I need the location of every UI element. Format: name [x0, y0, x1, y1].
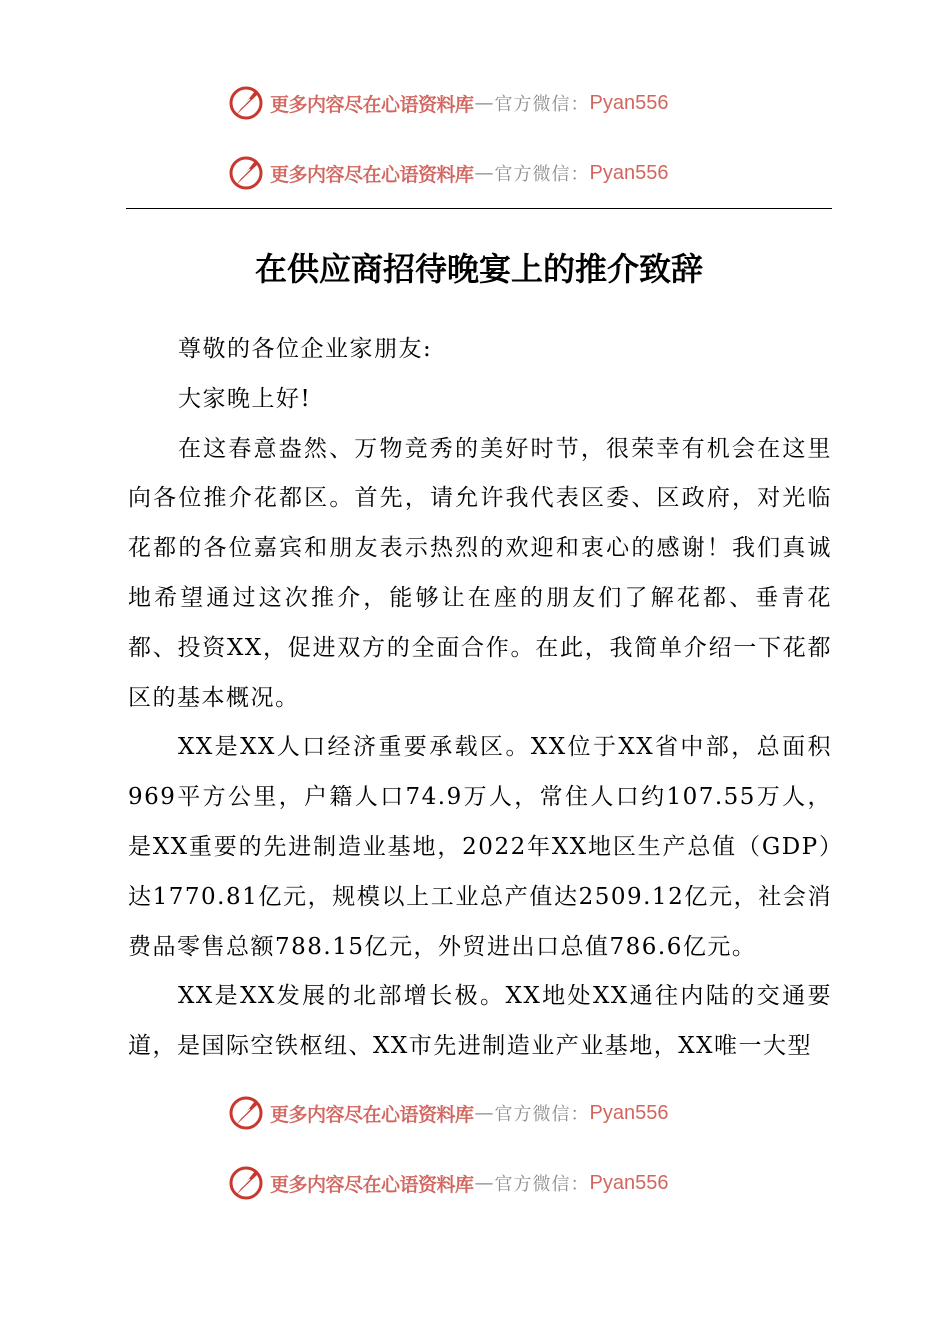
watermark-name: 更多内容尽在心语资料库 [270, 1103, 474, 1126]
quill-logo-icon [228, 1165, 264, 1201]
footer-watermark-2 [228, 1163, 668, 1203]
watermark-separator: — [474, 1102, 494, 1124]
watermark-wechat-label: 官方微信： [494, 1174, 590, 1195]
header-watermark-2 [228, 153, 668, 193]
body-paragraph: XX是XX发展的北部增长极。XX地处XX通往内陆的交通要道，是国际空铁枢纽、XX市先进制造业产业基地，XX唯一大型 [128, 983, 832, 1060]
document-body [128, 325, 832, 1072]
watermark-wechat-id: Pyan556 [589, 91, 669, 114]
watermark-wechat-label: 官方微信： [494, 94, 590, 115]
watermark-separator: — [474, 162, 494, 184]
body-paragraph: 在这春意盎然、万物竞秀的美好时节，很荣幸有机会在这里向各位推介花都区。首先，请允许我代表区委、区政府，对光临花都的各位嘉宾和朋友表示热烈的欢迎和衷心的感谢！我们真诚地希望通过这次推介，能够让在座的朋友们了解花都、垂青花都、投资XX，促进双方的全面合作。在此，我简单介绍一下花都区的基本概况。 [128, 435, 832, 711]
quill-logo-icon [228, 1095, 264, 1131]
salutation: 尊敬的各位企业家朋友: [178, 336, 433, 362]
quill-logo-icon [228, 155, 264, 191]
watermark-separator: — [474, 92, 494, 114]
body-paragraph: XX是XX人口经济重要承载区。XX位于XX省中部，总面积969平方公里，户籍人口74.9万人，常住人口约107.55万人，是XX重要的先进制造业基地，2022年XX地区生产总值（GDP）达1770.81亿元，规模以上工业总产值达2509.12亿元，社会消费品零售总额788.15亿元，外贸进出口总值786.6亿元。 [128, 734, 832, 960]
watermark-wechat-label: 官方微信： [494, 1104, 590, 1125]
watermark-name: 更多内容尽在心语资料库 [270, 93, 474, 116]
watermark-name: 更多内容尽在心语资料库 [270, 163, 474, 186]
greeting: 大家晚上好! [178, 385, 312, 412]
watermark-wechat-id: Pyan556 [589, 1101, 669, 1124]
watermark-separator: — [474, 1172, 494, 1194]
header-watermark-1 [228, 83, 668, 123]
watermark-wechat-id: Pyan556 [589, 1171, 669, 1194]
document-title: 在供应商招待晚宴上的推介致辞 [254, 250, 703, 288]
watermark-name: 更多内容尽在心语资料库 [270, 1173, 474, 1196]
footer-watermark-1 [228, 1093, 668, 1133]
header-divider [126, 208, 832, 209]
watermark-wechat-id: Pyan556 [589, 161, 669, 184]
quill-logo-icon [228, 85, 264, 121]
watermark-wechat-label: 官方微信： [494, 164, 590, 185]
